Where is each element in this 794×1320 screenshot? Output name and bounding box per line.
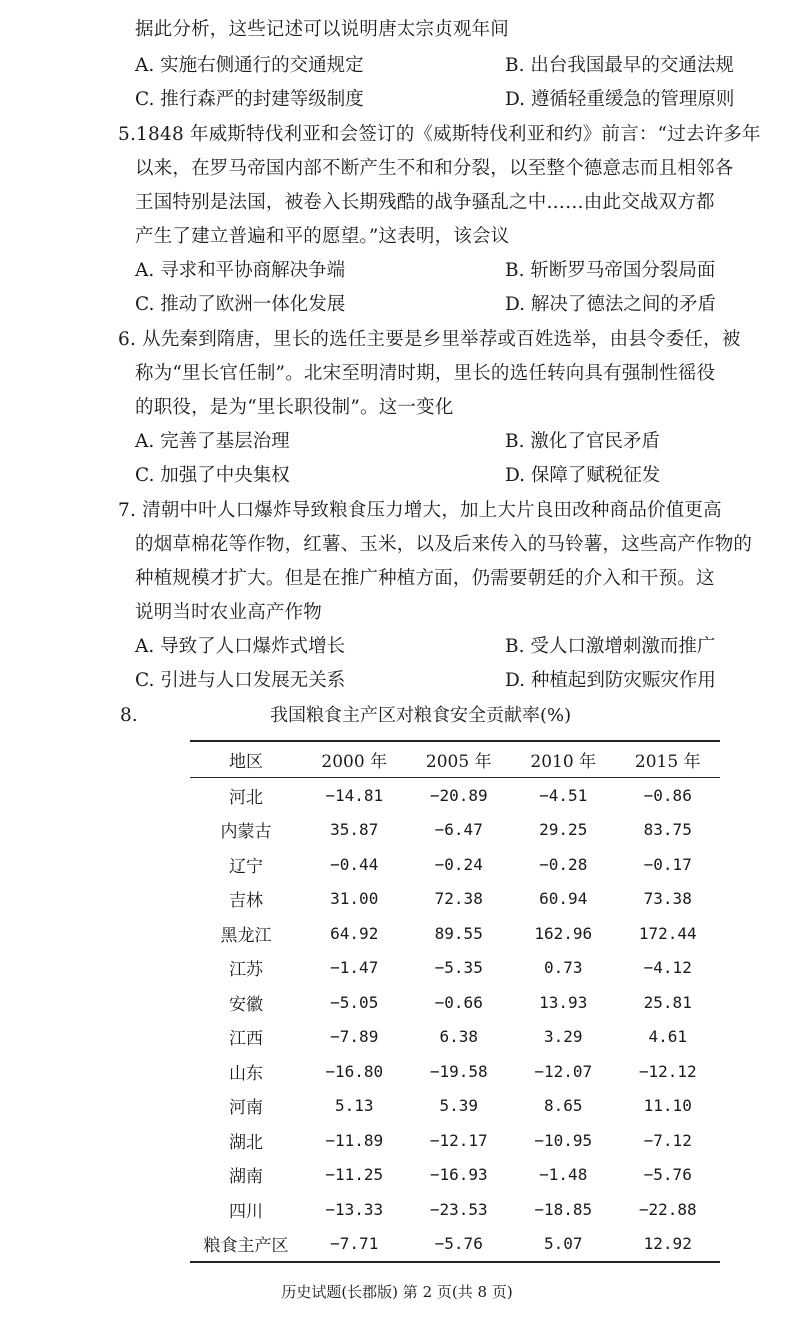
q6-option-d: D. 保障了赋税征发 (505, 465, 661, 486)
q5-option-c: C. 推动了欧洲一体化发展 (135, 294, 346, 315)
page-footer: 历史试题(长郡版) 第 2 页(共 8 页) (281, 1283, 513, 1301)
q8-number: 8. (120, 705, 138, 726)
value-cell: 5.13 (334, 1096, 374, 1116)
value-cell: 8.65 (543, 1096, 583, 1116)
table-row (190, 1020, 720, 1055)
value-cell: −13.33 (325, 1199, 384, 1219)
grain-contribution-table (190, 740, 720, 1263)
table-row (190, 1192, 720, 1227)
q6-option-b: B. 激化了官民矛盾 (505, 431, 660, 452)
table-row (190, 882, 720, 917)
q7-option-b: B. 受人口激增刺激而推广 (505, 636, 716, 657)
value-cell: −0.66 (434, 992, 483, 1012)
table-row (190, 813, 720, 848)
value-cell: 83.75 (643, 820, 692, 840)
table-row (190, 847, 720, 882)
q7-line-1: 7. 清朝中叶人口爆炸导致粮食压力增大，加上大片良田改种商品价值更高 (118, 500, 722, 521)
table-row (190, 1089, 720, 1124)
region-cell: 辽宁 (229, 856, 263, 877)
value-cell: −0.24 (434, 854, 483, 874)
q5-line-4: 产生了建立普遍和平的愿望。”这表明，该会议 (135, 226, 510, 247)
intro-option-a: A. 实施右侧通行的交通规定 (135, 55, 364, 76)
value-cell: −5.05 (330, 992, 379, 1012)
value-cell: 3.29 (543, 1027, 583, 1047)
q5-option-a: A. 寻求和平协商解决争端 (135, 260, 346, 281)
value-cell: −16.80 (325, 1061, 384, 1081)
value-cell: 13.93 (539, 992, 588, 1012)
region-cell: 内蒙古 (220, 822, 272, 843)
value-cell: −5.76 (434, 1234, 483, 1254)
value-cell: −20.89 (429, 785, 488, 805)
value-cell: 73.38 (643, 889, 692, 909)
q7-line-3: 种植规模才扩大。但是在推广种植方面，仍需要朝廷的介入和干预。这 (135, 568, 715, 589)
region-cell: 四川 (229, 1201, 263, 1222)
value-cell: 60.94 (539, 889, 588, 909)
value-cell: −6.47 (434, 820, 483, 840)
table-row (190, 1054, 720, 1089)
value-cell: 6.38 (439, 1027, 479, 1047)
value-cell: 4.61 (648, 1027, 688, 1047)
q6-line-1: 6. 从先秦到隋唐，里长的选任主要是乡里举荐或百姓选举，由县令委任，被 (118, 329, 741, 350)
value-cell: 11.10 (643, 1096, 692, 1116)
value-cell: 5.07 (543, 1234, 583, 1254)
value-cell: 72.38 (434, 889, 483, 909)
value-cell: −5.76 (643, 1165, 692, 1185)
value-cell: −0.86 (643, 785, 692, 805)
header-2015: 2015 年 (616, 741, 721, 778)
value-cell: −22.88 (638, 1199, 697, 1219)
q7-line-2: 的烟草棉花等作物，红薯、玉米，以及后来传入的马铃薯，这些高产作物的 (135, 534, 753, 555)
intro-option-c: C. 推行森严的封建等级制度 (135, 89, 364, 110)
table-row (190, 916, 720, 951)
region-cell: 河南 (229, 1098, 263, 1119)
q5-option-b: B. 斩断罗马帝国分裂局面 (505, 260, 716, 281)
value-cell: −7.89 (330, 1027, 379, 1047)
q7-option-d: D. 种植起到防灾赈灾作用 (505, 670, 716, 691)
q7-option-c: C. 引进与人口发展无关系 (135, 670, 346, 691)
value-cell: 162.96 (534, 923, 593, 943)
value-cell: −14.81 (325, 785, 384, 805)
value-cell: −16.93 (429, 1165, 488, 1185)
region-cell: 粮食主产区 (203, 1236, 289, 1257)
value-cell: 64.92 (330, 923, 379, 943)
table-row (190, 951, 720, 986)
q5-line-2: 以来，在罗马帝国内部不断产生不和和分裂，以至整个德意志而且相邻各 (135, 158, 734, 179)
header-2010: 2010 年 (511, 741, 616, 778)
q5-line-1: 5.1848 年威斯特伐利亚和会签订的《威斯特伐利亚和约》前言：“过去许多年 (118, 124, 761, 145)
value-cell: −5.35 (434, 958, 483, 978)
table-header-row (190, 741, 720, 778)
header-2000: 2000 年 (302, 741, 407, 778)
region-cell: 江苏 (229, 960, 263, 981)
intro-option-d: D. 遵循轻重缓急的管理原则 (505, 89, 735, 110)
region-cell: 吉林 (229, 891, 263, 912)
q7-line-4: 说明当时农业高产作物 (135, 602, 323, 623)
value-cell: −12.17 (429, 1130, 488, 1150)
value-cell: −11.89 (325, 1130, 384, 1150)
value-cell: 35.87 (330, 820, 379, 840)
value-cell: −0.44 (330, 854, 379, 874)
value-cell: −0.17 (643, 854, 692, 874)
value-cell: 25.81 (643, 992, 692, 1012)
q6-option-a: A. 完善了基层治理 (135, 431, 290, 452)
header-2005: 2005 年 (407, 741, 512, 778)
value-cell: −7.71 (330, 1234, 379, 1254)
region-cell: 安徽 (229, 994, 263, 1015)
table-row (190, 1227, 720, 1263)
value-cell: 31.00 (330, 889, 379, 909)
table-row (190, 1123, 720, 1158)
value-cell: 89.55 (434, 923, 483, 943)
header-region: 地区 (190, 741, 302, 778)
region-cell: 江西 (229, 1029, 263, 1050)
value-cell: −1.48 (539, 1165, 588, 1185)
value-cell: −10.95 (534, 1130, 593, 1150)
table-row (190, 1158, 720, 1193)
value-cell: −4.12 (643, 958, 692, 978)
region-cell: 湖南 (229, 1167, 263, 1188)
table-caption: 我国粮食主产区对粮食安全贡献率(%) (270, 705, 572, 726)
q6-line-3: 的职役，是为“里长职役制”。这一变化 (135, 397, 454, 418)
intro-option-b: B. 出台我国最早的交通法规 (505, 55, 734, 76)
value-cell: 0.73 (543, 958, 583, 978)
value-cell: −12.12 (638, 1061, 697, 1081)
value-cell: −19.58 (429, 1061, 488, 1081)
value-cell: −11.25 (325, 1165, 384, 1185)
q5-line-3: 王国特别是法国，被卷入长期残酷的战争骚乱之中……由此交战双方都 (135, 192, 715, 213)
value-cell: 29.25 (539, 820, 588, 840)
value-cell: 5.39 (439, 1096, 479, 1116)
value-cell: 12.92 (643, 1234, 692, 1254)
q6-line-2: 称为“里长官任制”。北宋至明清时期，里长的选任转向具有强制性徭役 (135, 363, 716, 384)
value-cell: 172.44 (638, 923, 697, 943)
value-cell: −12.07 (534, 1061, 593, 1081)
value-cell: −18.85 (534, 1199, 593, 1219)
value-cell: −0.28 (539, 854, 588, 874)
value-cell: −4.51 (539, 785, 588, 805)
value-cell: −23.53 (429, 1199, 488, 1219)
value-cell: −1.47 (330, 958, 379, 978)
value-cell: −7.12 (643, 1130, 692, 1150)
region-cell: 山东 (229, 1063, 263, 1084)
region-cell: 河北 (229, 787, 263, 808)
intro-line: 据此分析，这些记述可以说明唐太宗贞观年间 (135, 19, 510, 40)
table-row (190, 778, 720, 813)
q5-option-d: D. 解决了德法之间的矛盾 (505, 294, 716, 315)
q7-option-a: A. 导致了人口爆炸式增长 (135, 636, 346, 657)
q6-option-c: C. 加强了中央集权 (135, 465, 290, 486)
region-cell: 湖北 (229, 1132, 263, 1153)
table-row (190, 985, 720, 1020)
region-cell: 黑龙江 (220, 925, 272, 946)
